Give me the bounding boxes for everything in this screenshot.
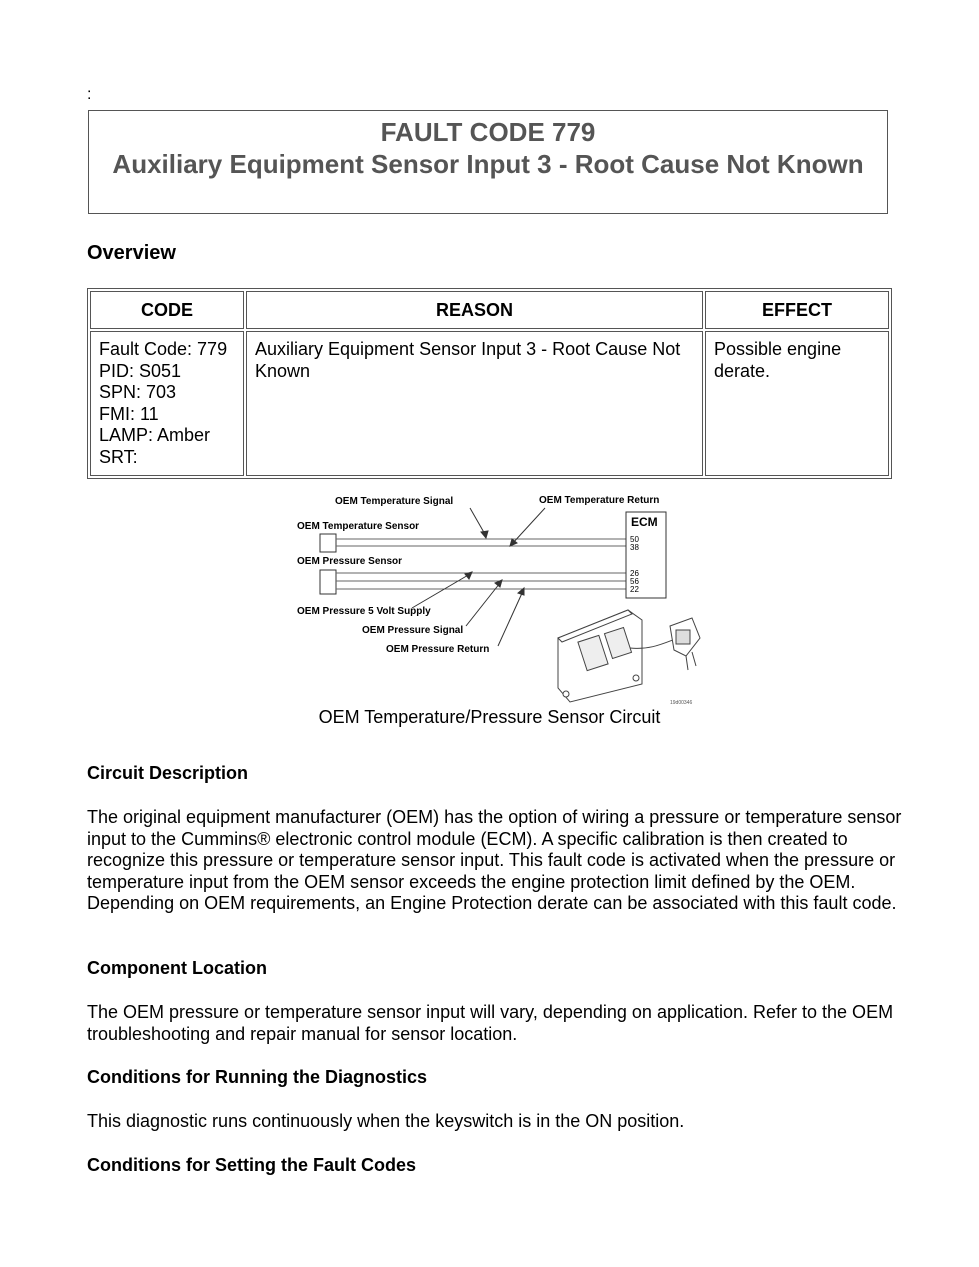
pin-50: 50 (630, 535, 639, 544)
code-line-fault-code: Fault Code: 779 (99, 339, 228, 359)
fault-title-box (88, 110, 888, 214)
code-line-pid: PID: S051 (99, 360, 182, 381)
component-location-text: The OEM pressure or temperature sensor input will vary, depending on application. Refer to the OEM troubleshooting and repair manual for sensor location. (87, 1002, 894, 1044)
circuit-description-text: The original equipment manufacturer (OEM) has the option of wiring a pressure or temperature sensor input to the Cummins® electronic control module (ECM). A specific calibration is then created to recognize this pressure or temperature sensor input. This fault code is activated when the pressure or temperature input from the OEM sensor exceeds the engine protection limit defined by the OEM. Depending on OEM requirements, an Engine Protection derate can be associated with this fault code. (87, 807, 902, 914)
conditions-setting-heading: Conditions for Setting the Fault Codes (87, 1155, 416, 1175)
ecm-label: ECM (631, 515, 658, 529)
label-pressure-supply: OEM Pressure 5 Volt Supply (297, 606, 431, 617)
temp-sensor-box (320, 534, 336, 552)
code-line-spn: SPN: 703 (99, 382, 177, 402)
code-line-lamp: LAMP: Amber (99, 425, 211, 445)
conditions-running-text: This diagnostic runs continuously when the keyswitch is in the ON position. (87, 1111, 685, 1131)
header-effect: EFFECT (705, 291, 889, 329)
code-cell (90, 331, 244, 476)
header-code: CODE (90, 291, 244, 329)
pin-56: 56 (630, 577, 639, 586)
label-pressure-signal: OEM Pressure Signal (362, 625, 464, 636)
effect-cell: Possible engine derate. (705, 331, 889, 476)
label-temp-return: OEM Temperature Return (539, 495, 660, 506)
fault-overview-table (87, 288, 892, 479)
conditions-running-heading: Conditions for Running the Diagnostics (87, 1067, 427, 1087)
table-row (90, 331, 889, 476)
overview-heading: Overview (87, 242, 176, 264)
fault-description-title: Auxiliary Equipment Sensor Input 3 - Root Cause Not Known (112, 149, 864, 179)
label-pressure-sensor: OEM Pressure Sensor (297, 556, 403, 567)
label-pressure-return: OEM Pressure Return (386, 644, 490, 655)
circuit-description-heading: Circuit Description (87, 763, 249, 783)
figure-id: 19d00346 (670, 700, 693, 706)
table-header-row (90, 291, 889, 329)
leading-colon: : (87, 86, 92, 103)
code-line-fmi: FMI: 11 (99, 403, 159, 424)
pressure-sensor-box (320, 570, 336, 594)
fault-code-title: FAULT CODE 779 (380, 117, 596, 147)
label-temp-sensor: OEM Temperature Sensor (297, 521, 420, 532)
label-temp-signal: OEM Temperature Signal (335, 496, 454, 507)
pin-26: 26 (630, 569, 639, 578)
reason-cell: Auxiliary Equipment Sensor Input 3 - Root Cause Not Known (246, 331, 703, 476)
pin-38: 38 (630, 543, 639, 552)
component-location-heading: Component Location (87, 958, 267, 978)
code-line-srt: SRT: (99, 446, 138, 467)
ecm-module-illustration (558, 610, 700, 702)
pin-22: 22 (630, 585, 639, 594)
sensor-circuit-diagram (290, 488, 710, 710)
header-reason: REASON (246, 291, 703, 329)
diagram-caption: OEM Temperature/Pressure Sensor Circuit (318, 707, 661, 727)
